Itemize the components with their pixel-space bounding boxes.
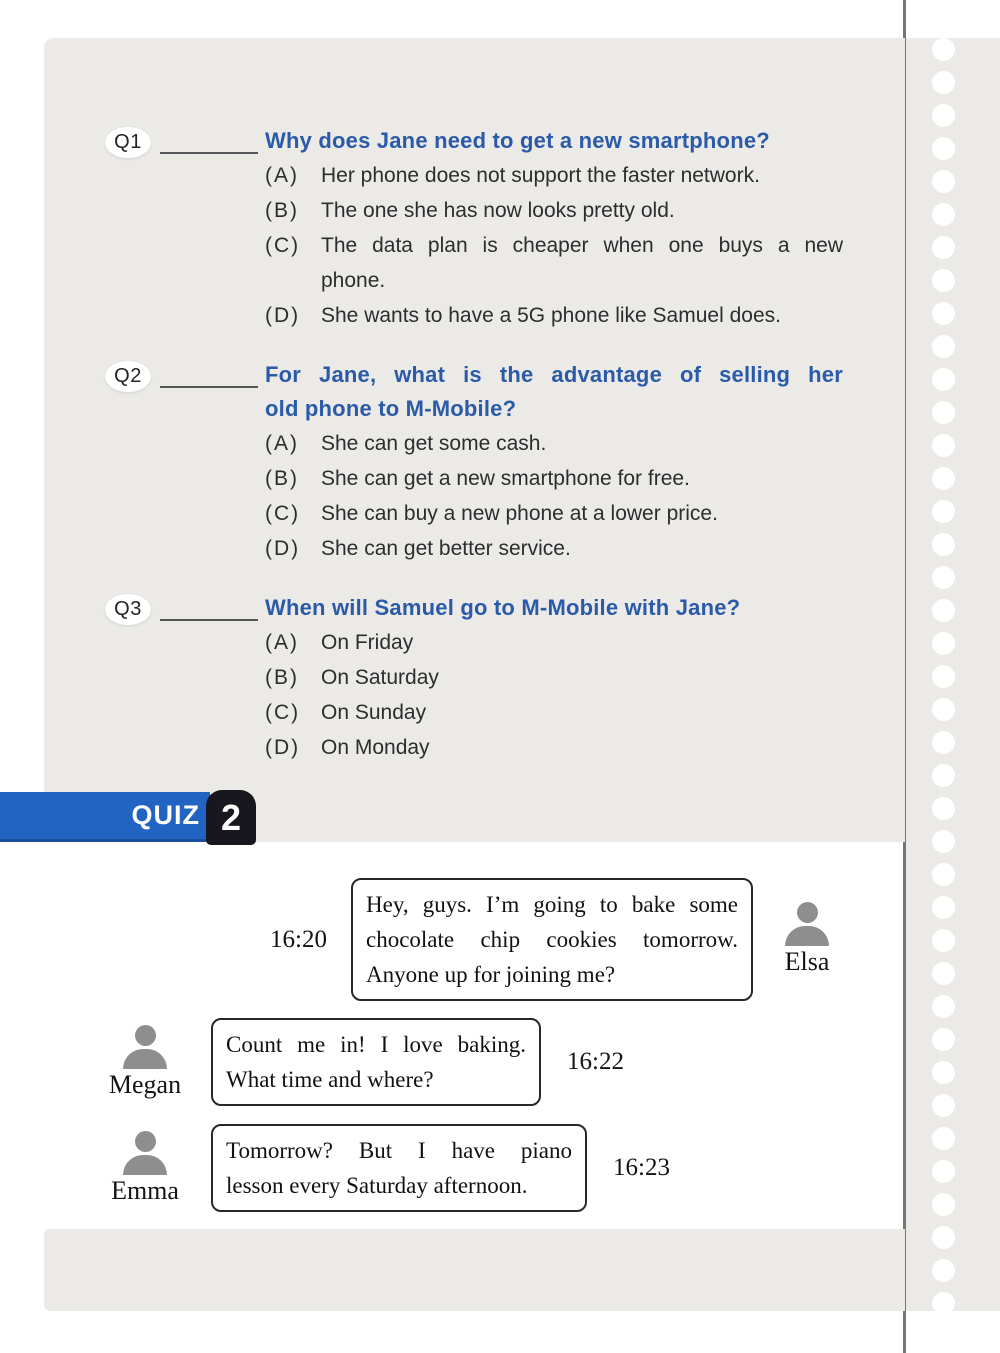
chat-section xyxy=(44,842,905,1212)
binding-hole-dot xyxy=(932,764,955,787)
question-answer-area xyxy=(105,358,265,392)
option-row xyxy=(265,660,843,695)
option-label: (C) xyxy=(265,234,301,257)
option-label: (D) xyxy=(265,736,301,759)
option-text xyxy=(321,625,843,660)
quiz-banner-bar xyxy=(0,792,210,842)
option-label: (C) xyxy=(265,701,301,724)
question-number-badge: Q2 xyxy=(105,361,151,392)
question-title xyxy=(265,591,843,625)
binding-hole-dot xyxy=(932,1193,955,1216)
option-row xyxy=(265,531,843,566)
text-line: The one she has now looks pretty old. xyxy=(321,199,675,222)
option-label: (C) xyxy=(265,502,301,525)
option-text xyxy=(321,193,843,228)
text-line: She wants to have a 5G phone like Samuel does. xyxy=(321,304,781,327)
binding-hole-dot xyxy=(932,533,955,556)
text-line: old phone to M-Mobile? xyxy=(265,396,517,421)
binding-hole-dot xyxy=(932,797,955,820)
binding-hole-dot xyxy=(932,401,955,424)
questions-list xyxy=(105,124,905,765)
binding-hole-dot xyxy=(932,302,955,325)
question-number-badge: Q1 xyxy=(105,127,151,158)
binding-rail xyxy=(906,38,1000,1311)
option-label: (B) xyxy=(265,467,299,490)
binding-hole-dot xyxy=(932,962,955,985)
binding-hole-dot xyxy=(932,566,955,589)
text-line: phone. xyxy=(321,269,386,292)
answer-blank xyxy=(160,382,258,388)
binding-hole-dot xyxy=(932,500,955,523)
binding-hole-dot xyxy=(932,71,955,94)
binding-hole-dot xyxy=(932,1259,955,1282)
options-list xyxy=(265,158,843,333)
option-label: (B) xyxy=(265,199,299,222)
question-block xyxy=(105,124,905,333)
text-line: Tomorrow? But I have piano xyxy=(226,1138,572,1163)
binding-hole-dot xyxy=(932,335,955,358)
option-text xyxy=(321,730,843,765)
option-text xyxy=(321,461,843,496)
option-text xyxy=(321,228,843,298)
text-line: Why does Jane need to get a new smartphone? xyxy=(265,128,770,153)
option-label: (A) xyxy=(265,164,299,187)
text-line: Count me in! I love baking. xyxy=(226,1032,526,1057)
option-text xyxy=(321,158,843,193)
chat-sender xyxy=(105,1131,185,1206)
text-line: On Friday xyxy=(321,631,414,654)
option-row xyxy=(265,625,843,660)
binding-hole-dot xyxy=(932,896,955,919)
question-title xyxy=(265,124,843,158)
bottom-band xyxy=(44,1229,905,1311)
option-row xyxy=(265,730,843,765)
avatar-torso xyxy=(785,926,829,946)
sender-name: Elsa xyxy=(784,947,830,976)
text-line: On Monday xyxy=(321,736,430,759)
binding-hole-dot xyxy=(932,1160,955,1183)
answer-blank xyxy=(160,615,258,621)
binding-hole-dot xyxy=(932,38,955,61)
question-content xyxy=(265,358,843,566)
question-answer-area xyxy=(105,124,265,158)
chat-bubble xyxy=(351,878,753,1001)
text-line: chocolate chip cookies tomorrow. xyxy=(366,927,738,952)
user-avatar-icon xyxy=(784,902,830,946)
option-label: (A) xyxy=(265,631,299,654)
binding-hole-dot xyxy=(932,929,955,952)
text-line: lesson every Saturday afternoon. xyxy=(226,1173,528,1198)
binding-hole-dot xyxy=(932,665,955,688)
text-line: For Jane, what is the advantage of selling her xyxy=(265,362,843,387)
chat-bubble xyxy=(211,1124,587,1212)
text-line: The data plan is cheaper when one buys a new xyxy=(321,234,843,257)
binding-hole-dot xyxy=(932,632,955,655)
text-line: She can buy a new phone at a lower price. xyxy=(321,502,718,525)
text-line: She can get better service. xyxy=(321,537,571,560)
option-row xyxy=(265,298,843,333)
option-text xyxy=(321,426,843,461)
avatar-head xyxy=(135,1131,156,1152)
chat-sender xyxy=(105,1025,185,1100)
binding-hole-dot xyxy=(932,698,955,721)
question-block xyxy=(105,591,905,765)
question-content xyxy=(265,124,843,333)
option-text xyxy=(321,298,843,333)
user-avatar-icon xyxy=(122,1025,168,1069)
options-list xyxy=(265,625,843,765)
chat-message-row xyxy=(105,1018,847,1106)
text-line: When will Samuel go to M-Mobile with Jane? xyxy=(265,595,741,620)
text-line: Hey, guys. I’m going to bake some xyxy=(366,892,738,917)
text-line: She can get some cash. xyxy=(321,432,547,455)
text-line: On Saturday xyxy=(321,666,439,689)
question-title xyxy=(265,358,843,426)
question-number-badge: Q3 xyxy=(105,594,151,625)
binding-hole-dot xyxy=(932,137,955,160)
option-label: (A) xyxy=(265,432,299,455)
binding-hole-dot xyxy=(932,368,955,391)
option-row xyxy=(265,193,843,228)
binding-hole-dot xyxy=(932,1094,955,1117)
question-content xyxy=(265,591,843,765)
avatar-torso xyxy=(123,1155,167,1175)
binding-hole-dot xyxy=(932,1061,955,1084)
binding-hole-dot xyxy=(932,995,955,1018)
option-label: (B) xyxy=(265,666,299,689)
message-time: 16:23 xyxy=(613,1154,670,1181)
binding-hole-dot xyxy=(932,170,955,193)
binding-hole-dot xyxy=(932,830,955,853)
binding-hole-dot xyxy=(932,236,955,259)
binding-hole-dot xyxy=(932,1226,955,1249)
text-line: On Sunday xyxy=(321,701,427,724)
answer-blank xyxy=(160,148,258,154)
binding-hole-dot xyxy=(932,863,955,886)
option-label: (D) xyxy=(265,537,301,560)
binding-hole-dot xyxy=(932,269,955,292)
message-time: 16:22 xyxy=(567,1048,624,1075)
option-label: (D) xyxy=(265,304,301,327)
option-text xyxy=(321,660,843,695)
binding-hole-dot xyxy=(932,104,955,127)
option-row xyxy=(265,228,843,298)
chat-message-row xyxy=(105,878,847,1001)
sender-name: Emma xyxy=(111,1175,179,1205)
sender-name: Megan xyxy=(108,1069,182,1099)
quiz-number-badge: 2 xyxy=(206,790,256,845)
chat-message-row xyxy=(105,1124,847,1212)
avatar-torso xyxy=(123,1049,167,1069)
option-text xyxy=(321,531,843,566)
option-text xyxy=(321,496,843,531)
questions-panel xyxy=(44,38,905,842)
options-list xyxy=(265,426,843,566)
quiz-banner-label: QUIZ xyxy=(131,800,200,830)
chat-sender xyxy=(767,902,847,977)
binding-hole-dot xyxy=(932,1127,955,1150)
binding-hole-dot xyxy=(932,203,955,226)
avatar-head xyxy=(135,1025,156,1046)
question-answer-area xyxy=(105,591,265,625)
option-row xyxy=(265,426,843,461)
binding-hole-dot xyxy=(932,1028,955,1051)
binding-hole-dot xyxy=(932,599,955,622)
text-line: Her phone does not support the faster network. xyxy=(321,164,760,187)
message-time: 16:20 xyxy=(270,925,327,953)
text-line: Anyone up for joining me? xyxy=(366,962,616,987)
binding-hole-dot xyxy=(932,467,955,490)
option-row xyxy=(265,496,843,531)
text-line: What time and where? xyxy=(226,1067,434,1092)
option-row xyxy=(265,461,843,496)
chat-bubble xyxy=(211,1018,541,1106)
option-row xyxy=(265,695,843,730)
question-block xyxy=(105,358,905,566)
binding-hole-dot xyxy=(932,1292,955,1311)
binding-hole-dot xyxy=(932,731,955,754)
avatar-head xyxy=(797,902,818,923)
text-line: She can get a new smartphone for free. xyxy=(321,467,690,490)
option-row xyxy=(265,158,843,193)
user-avatar-icon xyxy=(122,1131,168,1175)
option-text xyxy=(321,695,843,730)
binding-hole-dot xyxy=(932,434,955,457)
